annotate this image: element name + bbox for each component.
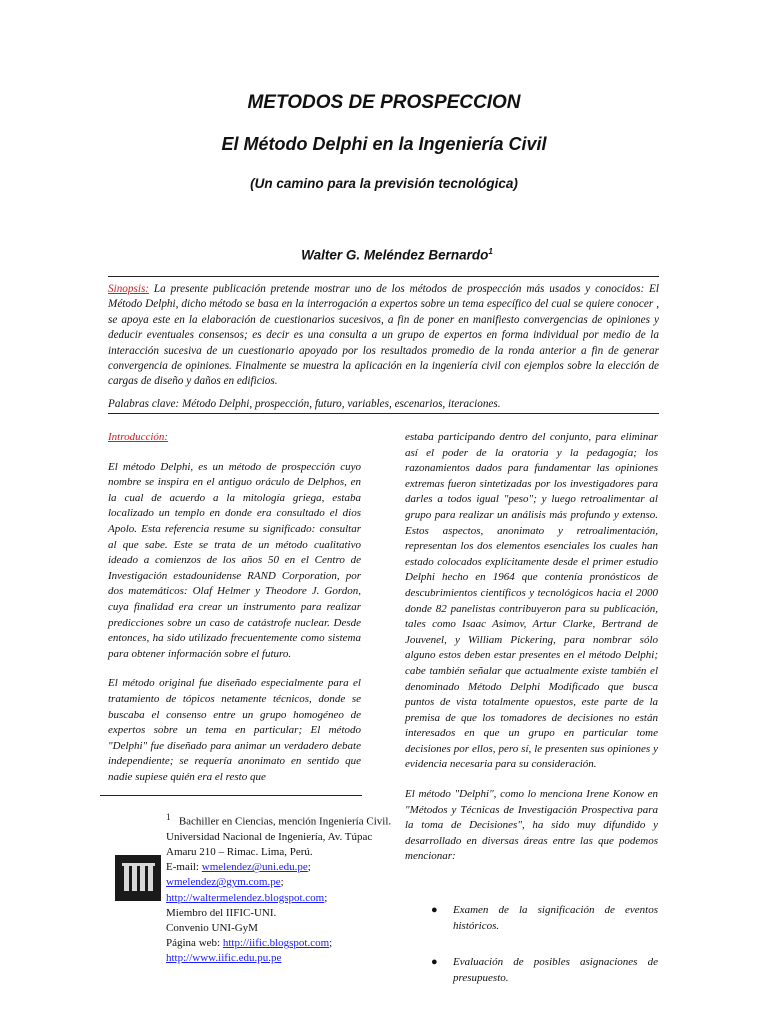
email-link-uni[interactable]: wmelendez@uni.edu.pe bbox=[201, 861, 308, 874]
document-tagline: (Un camino para la previsión tecnológica) bbox=[250, 176, 518, 191]
synopsis-text: La presente publicación pretende mostrar uno de los métodos de prospección más usados y conocidos: El Método Delphi, dicho método se basa en la interrogación a expertos sobre un tema específico del cual se quiere conocer , se apoya este en la elaboración de cuestionarios sucesivos, a fin de poner en manifiesto convergencias de opiniones y deducir eventuales consensos; es decir es una consulta a un grupo de expertos en forma individual por medio de la interacción sucesiva de un cuestionario apoyado por los resultados promedio de la ronda anterior a fin de generar convergencia de opiniones. Finalmente se muestra la aplicación en la ingeniería civil con ejemplos sobre la elección de cargas de diseño y daños en edificios. bbox=[108, 283, 659, 388]
footnote-rule bbox=[100, 795, 362, 796]
synopsis-label: Sinopsis: bbox=[108, 283, 150, 295]
document-title: METODOS DE PROSPECCION bbox=[247, 92, 521, 113]
left-paragraph-2: El método original fue diseñado especialmente para el tratamiento de tópicos netamente técnicos, donde se buscaba el consenso entre un grupo homogéneo de expertos sobre un tema en particular; El método "Delphi" fue diseñado para animar un verdadero debate independiente; se requería anonimato en sentido que nadie supiese quién era el resto que bbox=[108, 677, 361, 783]
right-paragraph-1: estaba participando dentro del conjunto, para eliminar así el poder de la oratoria y la pedagogía; los razonamientos dados para fundamentar las opiniones extremas fueron sintetizadas por los investigadores para darles a todos igual "peso"; y luego retroalimentar al grupo para realizar un análisis más profundo y extenso. Estos aspectos, anonimato y retroalimentación, representan los dos elementos esenciales los cuales han estado colocados explícitamente desde el primer estudio Delphi hecho en 1964 que contenía pronósticos de descubrimientos científicos y tecnológicos hacia el 2000 donde 82 panelistas contribuyeron para su publicación, tales como Isaac Asimov, Artur Clarke, Bertrand de Jouvenel, y William Pickering, para nombrar sólo alguno estos deben estar presentes en el método Delphi; cabe también señalar que actualmente existe también el denominado Método Delphi Modificado que busca puntos de vista totalmente opuestos, este parte de la premisa de que los tomadores de decisiones no están interesados en que un grupo en particular tome decisiones por ellos, pero sí, le presenten sus opiniones y evidencia necesaria para su consideración. bbox=[405, 431, 658, 771]
intro-heading: Introducción: bbox=[108, 431, 169, 443]
web-link-iific-blog[interactable]: http://iific.blogspot.com bbox=[222, 937, 330, 950]
web-link-iific[interactable]: http://www.iific.edu.pu.pe bbox=[166, 952, 282, 965]
author-footnote-mark: 1 bbox=[488, 247, 493, 256]
email-link-gym[interactable]: wmelendez@gym.com.pe bbox=[166, 876, 281, 889]
synopsis-top-rule bbox=[108, 276, 659, 277]
member-text: Miembro del IIFIC-UNI. bbox=[166, 906, 277, 919]
keywords-bottom-rule bbox=[108, 413, 659, 414]
institution-logo bbox=[115, 855, 161, 901]
bullet-list bbox=[405, 902, 658, 1006]
left-paragraph-1: El método Delphi, es un método de prospección cuyo nombre se inspira en el antiguo oráculo de Delphos, en la cual de acuerdo a la mitología griega, estaba localizado un templo en donde era consultado el dios Apolo. Esta referencia resume su significado: consultar al que sabe. Este se trata de un método cualitativo ideado a comienzos de los años 50 en el Centro de Investigación estadounidense RAND Corporation, por dos matemáticos: Olaf Helmer y Theodore J. Gordon, cuya finalidad era crear un instrumento para realizar predicciones sobre un caso de catástrofe nuclear. Desde entonces, ha sido utilizado frecuentemente como sistema para obtener información sobre el futuro. bbox=[108, 460, 361, 660]
synopsis bbox=[108, 282, 659, 390]
footnote: $^1$ Bachiller en Ciencias, mención Ingeniería Civil. Universidad Nacional de Ingeniería, Av. Túpac Amaru 210 – Rimac. Lima, Perú. E-mail: wmelendez@uni.edu.pe; wmelendez@gym.com.pe; http://waltermelendez.blogspot.com; Miembro del IIFIC-UNI. Convenio UNI-GyM Página web: http://iific.blogspot.com; http://www.iific.edu.pu.pe bbox=[166, 810, 396, 967]
left-column bbox=[108, 430, 361, 785]
keywords: Palabras clave: Método Delphi, prospección, futuro, variables, escenarios, iteraciones. bbox=[108, 398, 501, 410]
right-column bbox=[405, 430, 658, 865]
document-subtitle: El Método Delphi en la Ingeniería Civil bbox=[221, 134, 547, 154]
right-paragraph-2: El método "Delphi", como lo menciona Irene Konow en "Métodos y Técnicas de Investigación Prospectiva para la toma de Decisiones", ha sido muy difundido y desarrollado en diversas áreas entre las que podemos mencionar: bbox=[405, 788, 658, 863]
list-item: ● Evaluación de posibles asignaciones de presupuesto. bbox=[431, 956, 658, 984]
author-name: Walter G. Meléndez Bernardo bbox=[301, 247, 489, 263]
author-line bbox=[0, 247, 768, 263]
blog-link[interactable]: http://waltermelendez.blogspot.com bbox=[166, 891, 325, 904]
convenio-text: Convenio UNI-GyM bbox=[166, 922, 258, 935]
list-item: ● Examen de la significación de eventos históricos. bbox=[431, 904, 658, 932]
